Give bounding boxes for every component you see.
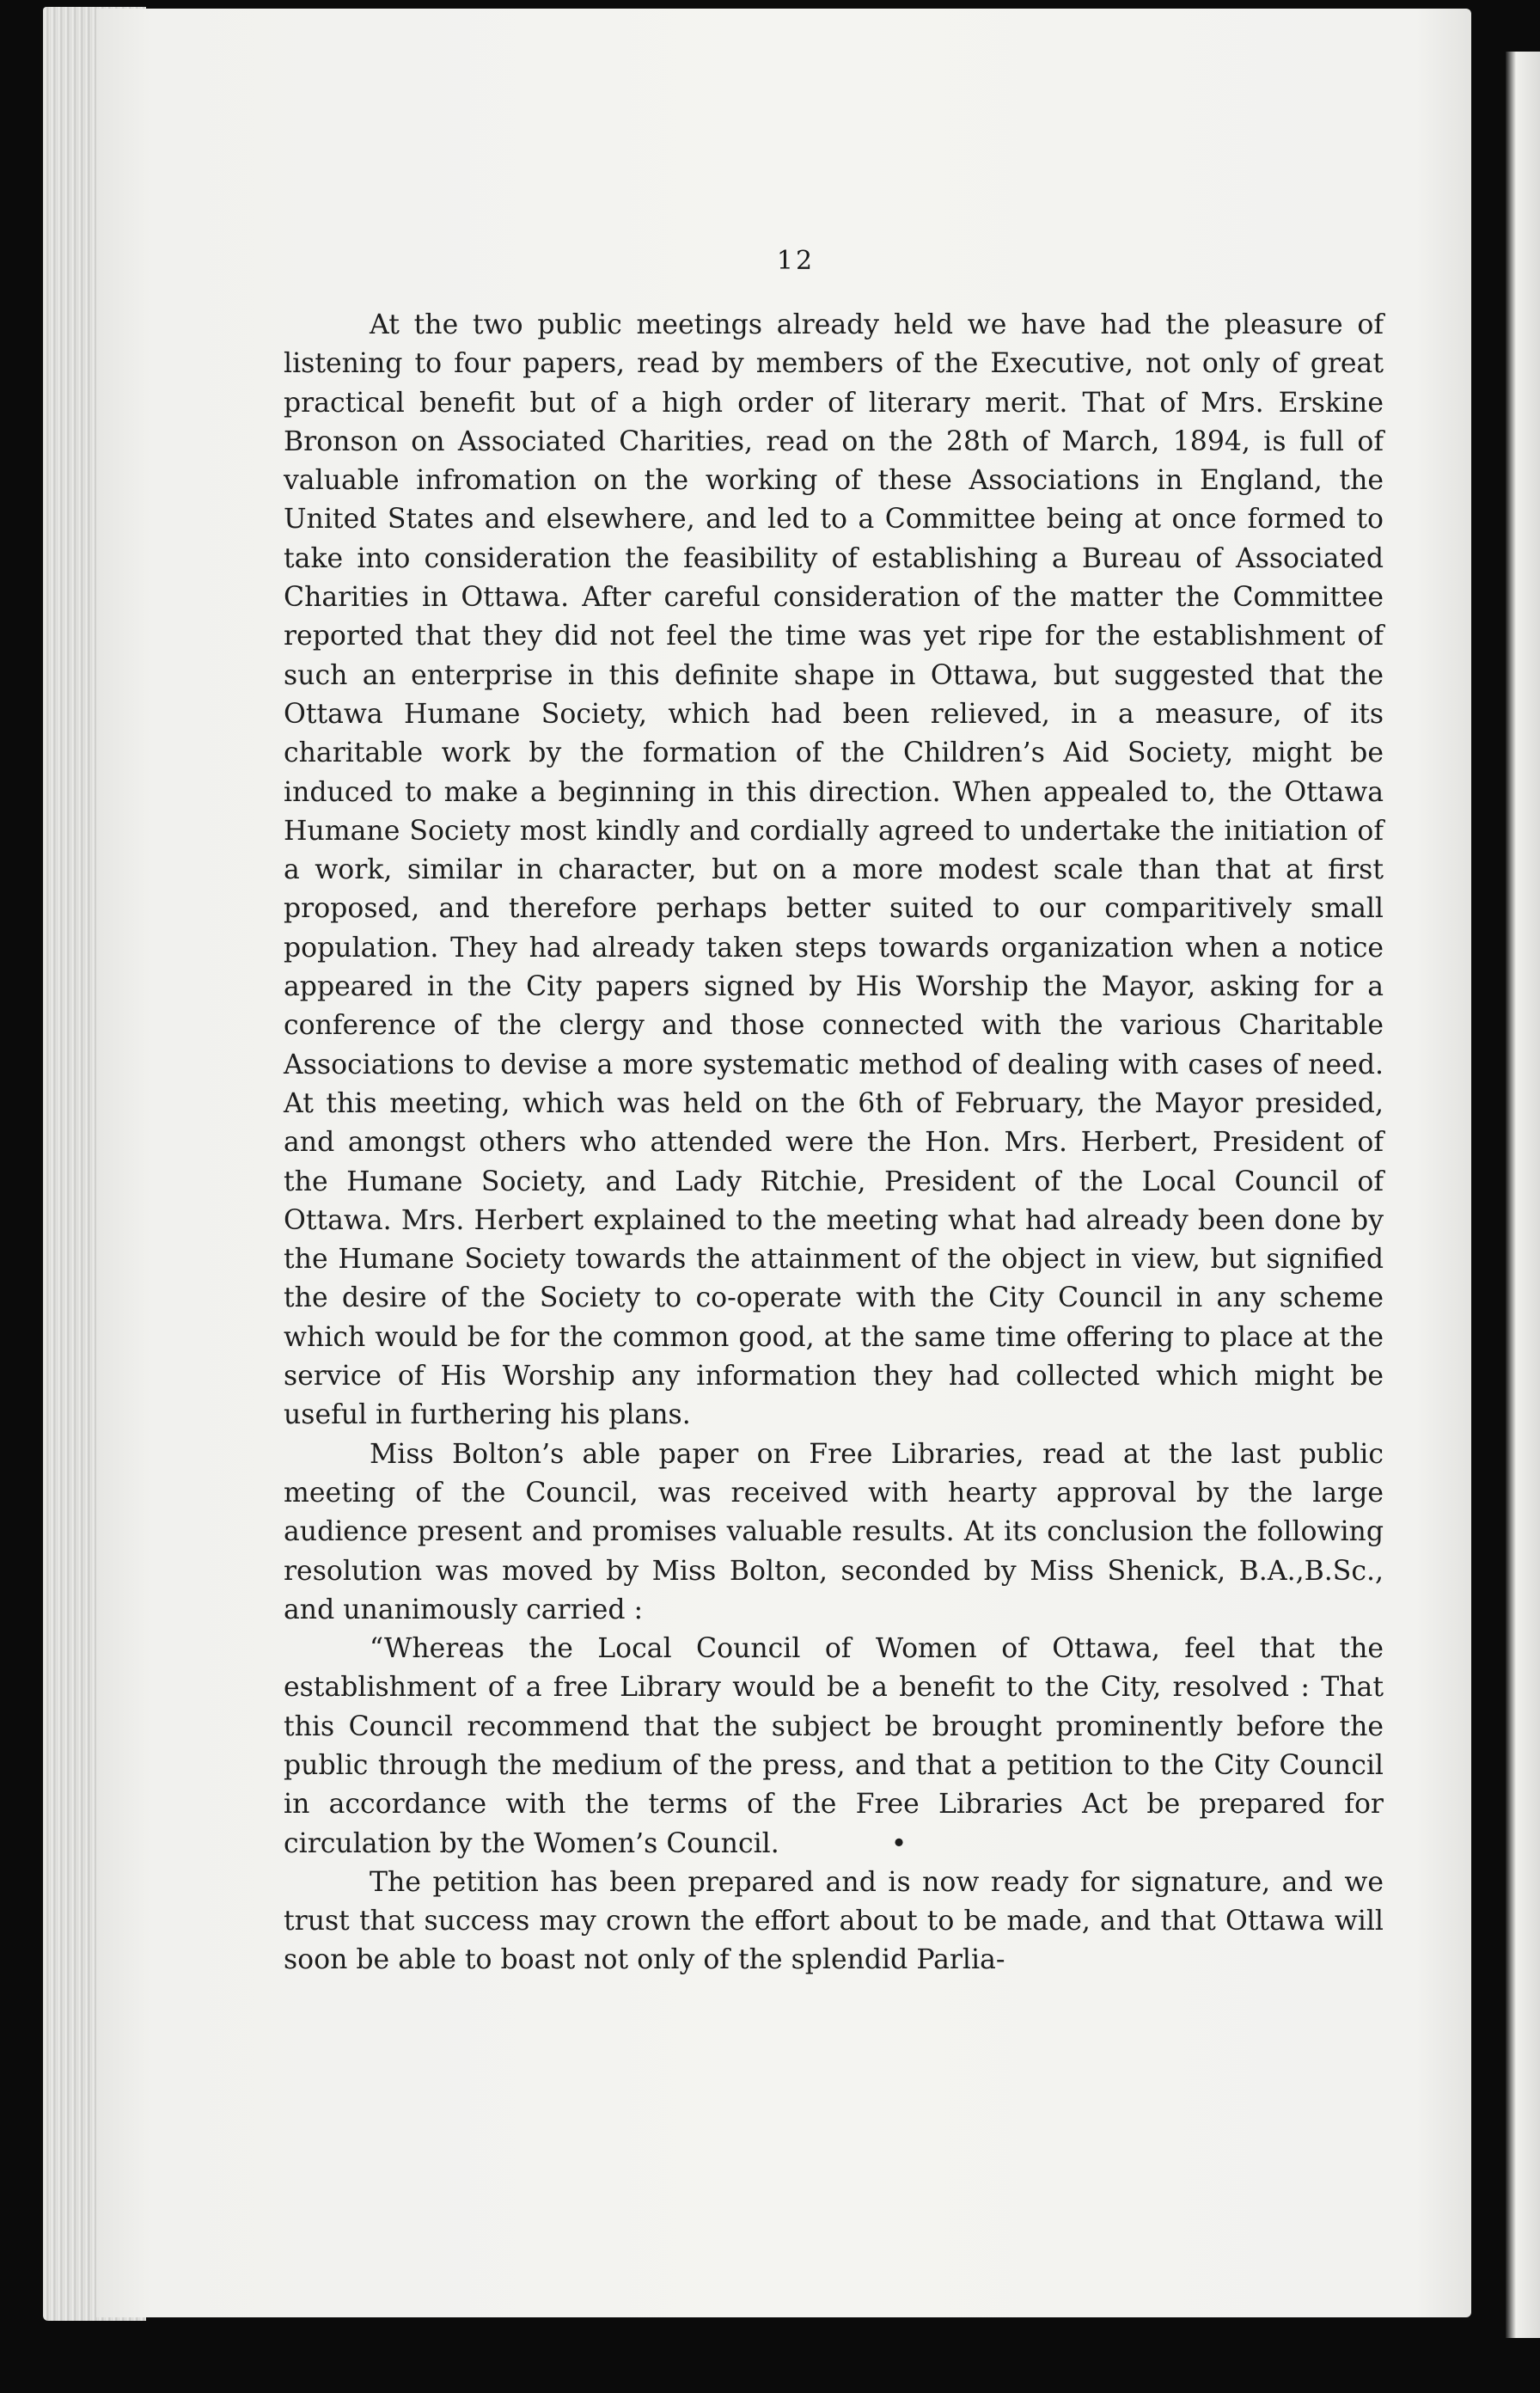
paragraph-4: The petition has been prepared and is now ready for signature, and we trust that success may crown the effort about to be made, and that Ottawa will soon be able to boast not only of the splendid Parlia-	[284, 1866, 1384, 1976]
paragraph-3	[284, 1630, 1384, 1864]
stray-mark: •	[890, 1827, 908, 1859]
resolution-text: “Whereas the Local Council of Women of Ottawa, feel that the establishment of a free Library would be a benefit to the City, resolved : That this Council recommend that the subject be brought prominently before the public through the medium of the press, and that a petition to the City Council in accordance with the terms of the Free Libraries Act be prepared for circulation by the Women’s Council.	[284, 1633, 1384, 1859]
adjacent-page-edge	[1506, 52, 1540, 2338]
page-number: 12	[776, 246, 816, 276]
paragraph-2: Miss Bolton’s able paper on Free Libraries, read at the last public meeting of the Council, was received with hearty approval by the large audience present and promises valuable results. At its conclusion the following resolution was moved by Miss Bolton, seconded by Miss Shenick, B.A.,B.Sc., and unanimously carried :	[284, 1438, 1384, 1625]
paragraph-1: At the two public meetings already held we have had the pleasure of listening to four papers, read by members of the Executive, not only of great practical benefit but of a high order of literary merit. That of Mrs. Erskine Bronson on Associated Charities, read on the 28th of March, 1894, is full of valuable infromation on the working of these Associations in England, the United States and elsewhere, and led to a Committee being at once formed to take into consideration the feasibility of establishing a Bureau of Associated Charities in Ottawa. After careful consideration of the matter the Committee reported that they did not feel the time was yet ripe for the establishment of such an enterprise in this definite shape in Ottawa, but suggested that the Ottawa Humane Society, which had been relieved, in a measure, of its charitable work by the formation of the Children’s Aid Society, might be induced to make a beginning in this direction. When appealed to, the Ottawa Humane Society most kindly and cordially agreed to undertake the initiation of a work, similar in character, but on a more modest scale than that at first proposed, and therefore perhaps better suited to our comparitively small population. They had already taken steps towards organization when a notice appeared in the City papers signed by His Worship the Mayor, asking for a conference of the clergy and those connected with the various Charitable Associations to devise a more systematic method of dealing with cases of need. At this meeting, which was held on the 6th of February, the Mayor presided, and amongst others who attended were the Hon. Mrs. Herbert, President of the Humane Society, and Lady Ritchie, President of the Local Council of Ottawa. Mrs. Herbert explained to the meeting what had already been done by the Humane Society towards the attainment of the object in view, but signified the desire of the Society to co-operate with the City Council in any scheme which would be for the common good, at the same time offering to place at the service of His Worship any information they had collected which might be useful in furthering his plans.	[284, 309, 1384, 1431]
body-text	[284, 306, 1384, 1980]
